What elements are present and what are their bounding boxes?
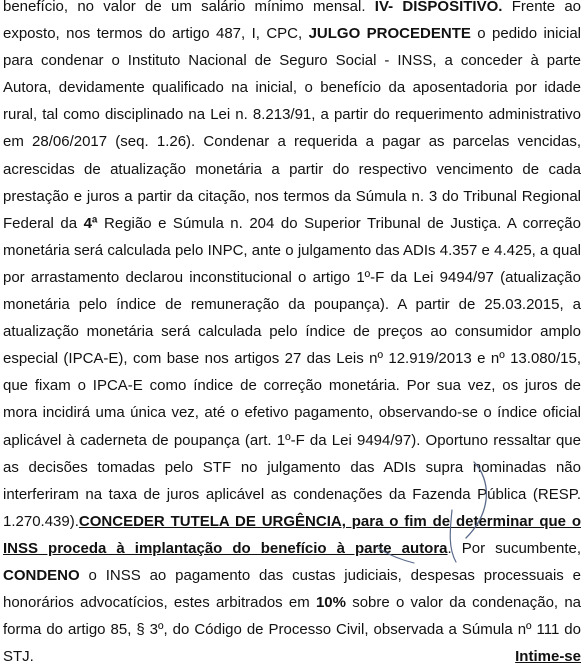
text-segment: benefício, no valor de um salário mínimo mensal. [3,0,375,15]
ruling-julgo-procedente: JULGO PROCEDENTE [308,25,471,43]
section-heading-dispositivo: IV- DISPOSITIVO. [374,0,503,15]
intime-se-instruction: Intime-se [515,648,581,666]
text-segment: . Por sucumbente, [447,539,581,557]
ruling-condeno: CONDENO [3,566,80,584]
text-segment: sobre o valor da condenação, na forma do artigo 85, § 3º, do Código de Processo Civil, observada a Súmula nº 111 do STJ. [3,594,581,666]
text-segment: o INSS ao pagamento das custas judiciais, despesas processuais e honorários advocatícios, estes arbitrados em [3,566,581,612]
text-segment: o pedido inicial para condenar o Instituto Nacional de Seguro Social - INSS, a conceder à parte Autora, devidamente qualificado na inicial, o benefício da aposentadoria por idade rural, tal como disciplinado na Lei n. 8.213/91, a partir do requerimento administrativo em 28/06/2017 (seq. 1.26). Condenar a requerida a pagar as parcelas vencidas, acrescidas de atualização monetária a partir do respectivo vencimento de cada prestação e juros a partir da citação, nos termos da Súmula n. 3 do Tribunal Regional Federal da [3,25,581,232]
text-segment: Região e Súmula n. 204 do Superior Tribunal de Justiça. A correção monetária será calculada pelo INPC, ante o julgamento das ADIs 4.357 e 4.425, a qual por arrastamento declarou inconstitucional o artigo 1º-F da Lei 9494/97 (atualização monetária pelo índice de remuneração da poupança). A partir de 25.03.2015, a atualização monetária será calculada pelo índice de preços ao consumidor amplo especial (IPCA-E), com base nos artigos 27 das Leis nº 12.919/2013 e nº 13.080/15, que fixam o IPCA-E como índice de correção monetária. Por sua vez, os juros de mora incidirá uma única vez, até o efetivo pagamento, observando-se o índice oficial aplicável à caderneta de poupança (art. 1º-F da Lei 9494/97). Oportuno ressaltar que as decisões tomadas pelo STF no julgamento das ADIs supra nominadas não interferiram na taxa de juros aplicável as condenações da Fazenda Pública (RESP. 1.270.439). [3,214,581,530]
fee-percentage: 10% [315,594,346,612]
decision-paragraph [3,0,581,670]
ruling-tutela-urgencia: CONCEDER TUTELA DE URGÊNCIA, para o fim de determinar que o INSS proceda à implantação do benefício à parte autora [3,512,581,557]
region-number: 4ª [83,214,98,232]
text-segment: Frente ao exposto, nos termos do artigo 487, I, CPC, [3,0,582,43]
